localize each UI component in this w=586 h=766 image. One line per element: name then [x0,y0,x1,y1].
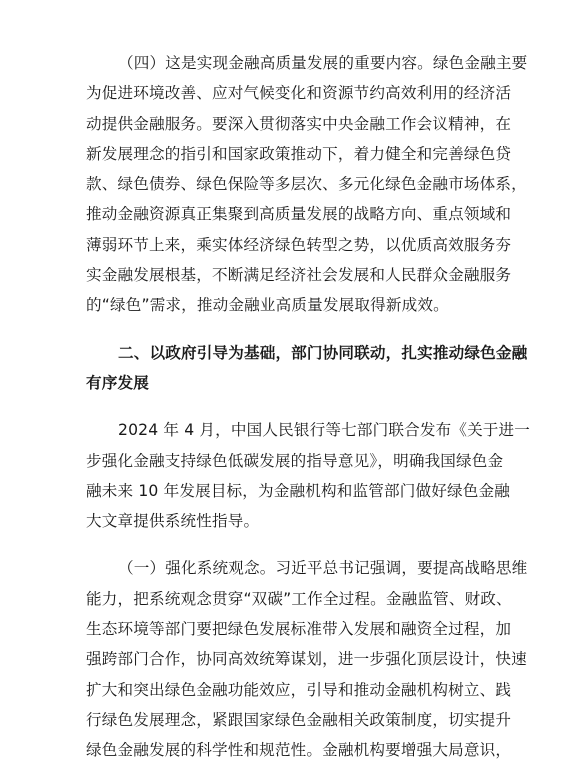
text-line: 推动金融资源真正集聚到高质量发展的战略方向、重点领域和 [86,205,512,224]
text-line: 绿色金融发展的科学性和规范性。金融机构要增强大局意识， [86,741,512,760]
heading-line: 有序发展 [86,373,149,392]
text-line: 大文章提供系统性指导。 [86,512,260,531]
text-line: 薄弱环节上来，乘实体经济绿色转型之势，以优质高效服务夯 [86,235,512,254]
text-line: 的“绿色”需求，推动金融业高质量发展取得新成效。 [86,296,449,315]
text-line: 融未来 10 年发展目标，为金融机构和监管部门做好绿色金融 [86,481,510,500]
text-line: 能力，把系统观念贯穿“双碳”工作全过程。金融监管、财政、 [86,589,512,608]
text-line: 动提供金融服务。要深入贯彻落实中央金融工作会议精神，在 [86,114,512,133]
text-line: 新发展理念的指引和国家政策推动下，着力健全和完善绿色贷 [86,144,512,163]
heading-line: 二、以政府引导为基础，部门协同联动，扎实推动绿色金融 [118,343,528,362]
text-line: 2024 年 4 月，中国人民银行等七部门联合发布《关于进一 [118,421,531,440]
text-line: 强跨部门合作，协同高效统筹谋划，进一步强化顶层设计，快速 [86,650,527,669]
text-line: （一）强化系统观念。习近平总书记强调，要提高战略思维 [118,559,528,578]
document-body [86,48,531,766]
paragraph-green-finance-importance [86,48,528,321]
text-line: 为促进环境改善、应对气候变化和资源节约高效利用的经济活 [86,84,512,103]
text-line: 款、绿色债券、绿色保险等多层次、多元化绿色金融市场体系， [86,175,527,194]
text-line: 步强化金融支持绿色低碳发展的指导意见》，明确我国绿色金 [86,451,504,470]
text-line: 扩大和突出绿色金融功能效应，引导和推动金融机构树立、践 [86,680,512,699]
text-line: （四）这是实现金融高质量发展的重要内容。绿色金融主要 [118,54,528,72]
section-heading [86,338,528,399]
paragraph-policy-release [86,415,531,536]
text-line: 行绿色发展理念，紧跟国家绿色金融相关政策制度，切实提升 [86,710,512,729]
paragraph-systematic-view [86,553,528,765]
text-line: 实金融发展根基，不断满足经济社会发展和人民群众金融服务 [86,266,512,285]
text-line: 生态环境等部门要把绿色发展标准带入发展和融资全过程，加 [86,620,512,639]
